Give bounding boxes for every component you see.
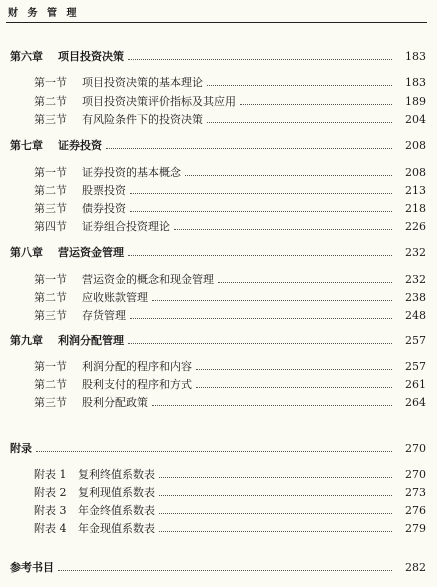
toc-appendix-table[interactable] [0, 466, 437, 482]
toc-section[interactable] [0, 307, 437, 323]
page-number: 232 [405, 245, 426, 259]
section-title: 利润分配的程序和内容 [82, 360, 192, 373]
dot-leader [174, 228, 392, 230]
table-label: 附表 1 [34, 468, 67, 481]
toc-section[interactable] [0, 271, 437, 287]
toc-section[interactable] [0, 111, 437, 127]
dot-leader [58, 569, 392, 571]
chapter-title: 营运资金管理 [58, 246, 124, 259]
dot-leader [159, 494, 392, 496]
page-number: 238 [405, 290, 426, 304]
toc-section[interactable] [0, 218, 437, 234]
section-title: 债券投资 [82, 202, 126, 215]
page-number: 270 [405, 467, 426, 481]
section-label: 第四节 [34, 220, 67, 233]
toc-section[interactable] [0, 358, 437, 374]
toc-section[interactable] [0, 376, 437, 392]
section-label: 第一节 [34, 76, 67, 89]
dot-leader [130, 192, 392, 194]
toc-section[interactable] [0, 289, 437, 305]
appendix-title: 附录 [10, 442, 32, 455]
page-number: 248 [405, 308, 426, 322]
section-title: 股利分配政策 [82, 396, 148, 409]
page-number: 257 [405, 359, 426, 373]
table-title: 复利现值系数表 [78, 486, 155, 499]
table-label: 附表 3 [34, 504, 67, 517]
toc-section[interactable] [0, 394, 437, 410]
page-number: 226 [405, 219, 426, 233]
chapter-title: 项目投资决策 [58, 50, 124, 63]
section-title: 股利支付的程序和方式 [82, 378, 192, 391]
dot-leader [196, 368, 392, 370]
page-number: 257 [405, 333, 426, 347]
page-number: 279 [405, 521, 426, 535]
chapter-label: 第八章 [10, 246, 43, 259]
dot-leader [128, 342, 392, 344]
page-number: 204 [405, 112, 426, 126]
toc-section[interactable] [0, 93, 437, 109]
dot-leader [207, 121, 392, 123]
page-number: 276 [405, 503, 426, 517]
toc-chapter-7[interactable] [0, 137, 437, 153]
dot-leader [130, 317, 392, 319]
dot-leader [240, 103, 392, 105]
toc-section[interactable] [0, 164, 437, 180]
dot-leader [152, 299, 392, 301]
table-title: 年金现值系数表 [78, 522, 155, 535]
section-label: 第三节 [34, 396, 67, 409]
dot-leader [196, 386, 392, 388]
dot-leader [128, 254, 392, 256]
toc-appendix-table[interactable] [0, 502, 437, 518]
toc-chapter-6[interactable] [0, 48, 437, 64]
toc-appendix-table[interactable] [0, 520, 437, 536]
section-label: 第二节 [34, 184, 67, 197]
running-header: 财 务 管 理 [8, 8, 80, 19]
dot-leader [106, 147, 392, 149]
toc-section[interactable] [0, 182, 437, 198]
dot-leader [152, 404, 392, 406]
section-title: 有风险条件下的投资决策 [82, 113, 203, 126]
dot-leader [159, 476, 392, 478]
dot-leader [207, 84, 392, 86]
page-number: 189 [405, 94, 426, 108]
table-label: 附表 2 [34, 486, 67, 499]
toc-section[interactable] [0, 74, 437, 90]
section-title: 项目投资决策的基本理论 [82, 76, 203, 89]
dot-leader [185, 174, 392, 176]
dot-leader [36, 450, 392, 452]
dot-leader [128, 58, 392, 60]
dot-leader [130, 210, 392, 212]
page-number: 261 [405, 377, 426, 391]
page-number: 273 [405, 485, 426, 499]
table-title: 年金终值系数表 [78, 504, 155, 517]
toc-appendix[interactable] [0, 440, 437, 456]
section-title: 证券组合投资理论 [82, 220, 170, 233]
section-label: 第二节 [34, 378, 67, 391]
dot-leader [218, 281, 392, 283]
toc-references[interactable] [0, 559, 437, 575]
section-label: 第三节 [34, 309, 67, 322]
section-title: 存货管理 [82, 309, 126, 322]
page-number: 218 [405, 201, 426, 215]
page-number: 208 [405, 165, 426, 179]
toc-chapter-9[interactable] [0, 332, 437, 348]
page-number: 183 [405, 75, 426, 89]
section-label: 第一节 [34, 166, 67, 179]
section-title: 营运资金的概念和现金管理 [82, 273, 214, 286]
section-title: 股票投资 [82, 184, 126, 197]
section-title: 证券投资的基本概念 [82, 166, 181, 179]
toc-chapter-8[interactable] [0, 244, 437, 260]
chapter-label: 第九章 [10, 334, 43, 347]
chapter-label: 第六章 [10, 50, 43, 63]
section-label: 第二节 [34, 95, 67, 108]
dot-leader [159, 530, 392, 532]
page-number: 183 [405, 49, 426, 63]
page-number: 232 [405, 272, 426, 286]
page-number: 208 [405, 138, 426, 152]
chapter-title: 证券投资 [58, 139, 102, 152]
chapter-title: 利润分配管理 [58, 334, 124, 347]
section-title: 项目投资决策评价指标及其应用 [82, 95, 236, 108]
page-number: 270 [405, 441, 426, 455]
section-label: 第二节 [34, 291, 67, 304]
header-rule [6, 22, 427, 23]
page-number: 282 [405, 560, 426, 574]
toc-section[interactable] [0, 200, 437, 216]
table-label: 附表 4 [34, 522, 67, 535]
section-label: 第一节 [34, 273, 67, 286]
page-number: 264 [405, 395, 426, 409]
table-title: 复利终值系数表 [78, 468, 155, 481]
dot-leader [159, 512, 392, 514]
section-label: 第三节 [34, 113, 67, 126]
page-number: 213 [405, 183, 426, 197]
references-title: 参考书目 [10, 561, 54, 574]
toc-appendix-table[interactable] [0, 484, 437, 500]
section-label: 第三节 [34, 202, 67, 215]
section-title: 应收账款管理 [82, 291, 148, 304]
chapter-label: 第七章 [10, 139, 43, 152]
section-label: 第一节 [34, 360, 67, 373]
